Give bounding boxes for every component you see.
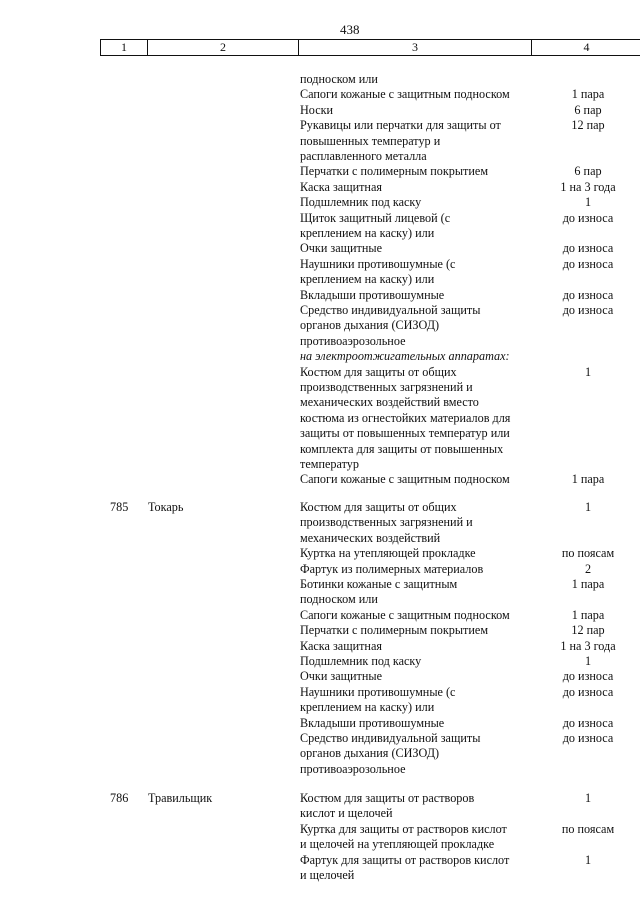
ppe-item: Вкладыши противошумные <box>300 715 445 730</box>
ppe-item: костюма из огнестойких материалов для <box>300 410 511 425</box>
ppe-item: Перчатки с полимерным покрытием <box>300 164 489 179</box>
ppe-quantity: до износа <box>562 669 614 684</box>
ppe-item: креплением на каску) или <box>300 272 435 287</box>
ppe-quantity: 1 пара <box>571 577 605 591</box>
ppe-quantity: по поясам <box>561 821 615 836</box>
ppe-quantity: до износа <box>562 715 614 730</box>
ppe-item: подноском или <box>300 72 378 86</box>
ppe-item: Средство индивидуальной защиты <box>300 731 481 745</box>
ppe-item: Рукавицы или перчатки для защиты от <box>300 118 501 133</box>
ppe-quantity: до износа <box>562 241 614 256</box>
ppe-item: производственных загрязнений и <box>300 380 473 394</box>
header-col-4: 4 <box>583 40 590 54</box>
ppe-item: Средство индивидуальной защиты <box>300 303 481 317</box>
ppe-quantity: 2 <box>584 561 592 576</box>
ppe-item: противоаэрозольное <box>300 333 406 348</box>
ppe-quantity: 1 пара <box>571 607 605 622</box>
ppe-quantity: 1 <box>584 364 592 379</box>
ppe-quantity: 1 на 3 года <box>560 179 616 194</box>
ppe-quantity: 6 пар <box>574 102 602 117</box>
ppe-quantity: 1 <box>584 791 592 805</box>
ppe-quantity: до износа <box>562 256 614 271</box>
header-col-3: 3 <box>412 40 418 54</box>
ppe-quantity: до износа <box>562 731 614 745</box>
ppe-quantity: 1 пара <box>571 87 605 102</box>
section-subheading: на электроотжигательных аппаратах: <box>300 349 510 364</box>
ppe-quantity: до износа <box>562 684 614 699</box>
header-col-2: 2 <box>220 40 226 54</box>
ppe-quantity: до износа <box>562 210 614 225</box>
ppe-quantity: 12 пар <box>571 118 605 133</box>
ppe-item: Сапоги кожаные с защитным подноском <box>300 607 510 622</box>
ppe-item: креплением на каску) или <box>300 700 435 715</box>
ppe-item: Костюм для защиты от общих <box>300 500 457 514</box>
ppe-item: Щиток защитный лицевой (с <box>300 210 451 225</box>
ppe-item: повышенных температур и <box>300 133 441 148</box>
ppe-quantity: 6 пар <box>574 164 602 179</box>
ppe-item: Фартук для защиты от растворов кислот <box>300 852 510 867</box>
ppe-item: защиты от повышенных температур или <box>300 426 510 441</box>
ppe-item: расплавленного металла <box>300 149 427 163</box>
profession-name: Травильщик <box>148 791 213 805</box>
row-number: 785 <box>110 500 129 514</box>
ppe-quantity: 12 пар <box>571 623 605 638</box>
ppe-item: Костюм для защиты от общих <box>300 364 457 379</box>
table-header <box>100 39 640 56</box>
ppe-quantity: 1 <box>584 195 592 210</box>
ppe-item: Ботинки кожаные с защитным <box>300 577 458 591</box>
ppe-quantity: 1 <box>584 852 592 867</box>
ppe-quantity: 1 пара <box>571 472 605 487</box>
ppe-item: производственных загрязнений и <box>300 515 473 530</box>
ppe-item: органов дыхания (СИЗОД) <box>300 746 440 761</box>
ppe-item: Вкладыши противошумные <box>300 287 445 302</box>
row-number: 786 <box>110 791 129 805</box>
ppe-item: и щелочей на утепляющей прокладке <box>300 837 495 852</box>
ppe-item: Костюм для защиты от растворов <box>300 791 475 805</box>
header-col-1: 1 <box>121 40 127 54</box>
ppe-item: Очки защитные <box>300 669 382 684</box>
ppe-item: противоаэрозольное <box>300 761 406 776</box>
ppe-item: Подшлемник под каску <box>300 195 422 210</box>
ppe-item: Каска защитная <box>300 179 382 194</box>
page-number: 438 <box>340 22 360 37</box>
ppe-quantity: до износа <box>562 303 614 317</box>
ppe-item: Куртка для защиты от растворов кислот <box>300 821 507 836</box>
ppe-item: кислот и щелочей <box>300 806 393 821</box>
ppe-item: механических воздействий вместо <box>300 395 479 410</box>
ppe-item: Носки <box>300 102 334 117</box>
ppe-item: подноском или <box>300 592 378 607</box>
ppe-quantity: до износа <box>562 287 614 302</box>
ppe-quantity: 1 <box>584 500 592 514</box>
ppe-quantity: 1 на 3 года <box>560 638 616 653</box>
ppe-item: Сапоги кожаные с защитным подноском <box>300 472 510 487</box>
ppe-item: Каска защитная <box>300 638 382 653</box>
ppe-item: органов дыхания (СИЗОД) <box>300 318 440 333</box>
ppe-item: Фартук из полимерных материалов <box>300 561 484 576</box>
ppe-item: Наушники противошумные (с <box>300 256 456 271</box>
ppe-quantity: 1 <box>584 654 592 668</box>
ppe-item: комплекта для защиты от повышенных <box>300 441 504 456</box>
ppe-item: Перчатки с полимерным покрытием <box>300 623 489 638</box>
ppe-quantity: по поясам <box>561 546 615 561</box>
ppe-item: креплением на каску) или <box>300 226 435 240</box>
ppe-item: Сапоги кожаные с защитным подноском <box>300 87 510 102</box>
ppe-item: температур <box>300 457 359 471</box>
profession-name: Токарь <box>148 500 184 514</box>
ppe-item: и щелочей <box>300 868 355 882</box>
ppe-item: Куртка на утепляющей прокладке <box>300 546 476 561</box>
ppe-item: механических воздействий <box>300 530 441 545</box>
ppe-item: Подшлемник под каску <box>300 654 422 668</box>
ppe-item: Наушники противошумные (с <box>300 684 456 699</box>
ppe-item: Очки защитные <box>300 241 382 256</box>
